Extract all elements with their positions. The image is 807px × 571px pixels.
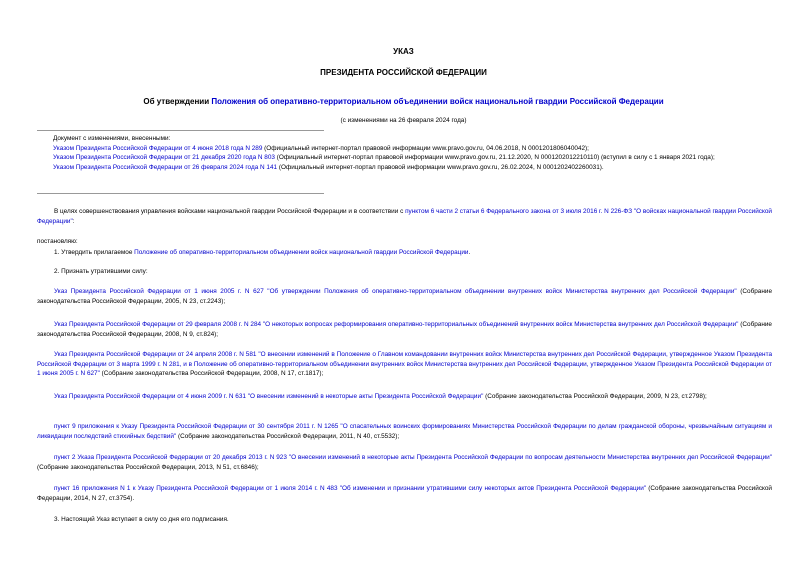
item-1-text: 1. Утвердить прилагаемое xyxy=(54,249,135,256)
doc-type-title: УКАЗ xyxy=(393,47,414,56)
repealed-item xyxy=(37,320,772,339)
repealed-text: (Собрание законодательства Российской Федерации, 2013, N 51, ст.6846); xyxy=(37,463,259,471)
change-text: (Официальный интернет-портал правовой информации www.pravo.gov.ru, 04.06.2018, N 0001201806040042); xyxy=(262,144,589,152)
change-link[interactable]: Указом Президента Российской Федерации от 4 июня 2018 года N 289 xyxy=(53,144,263,152)
item-3: 3. Настоящий Указ вступает в силу со дня его подписания. xyxy=(54,516,229,523)
intro-text: В целях совершенствования управления войсками национальной гвардии Российской Федерации и в соответствии с xyxy=(54,208,406,215)
change-text: (Официальный интернет-портал правовой информации www.pravo.gov.ru, 21.12.2020, N 0001202012210110) (вступил в силу с 1 января 2021 года); xyxy=(274,154,715,162)
law-link[interactable]: пунктом 6 части 2 статьи 6 Федерального закона от 3 июля 2016 г. N 226-ФЗ "О войсках национальной гвардии Российской Федерации" xyxy=(37,208,772,225)
change-item xyxy=(37,144,772,154)
repealed-text: (Собрание законодательства Российской Федерации, 2011, N 40, ст.5532); xyxy=(176,432,400,440)
repealed-link[interactable]: пункт 9 приложения к Указу Президента Российской Федерации от 30 сентября 2011 г. N 1265 "О спасательных воинских формированиях Министерства Российской Федерации по делам гражданской обороны, чрезвычайным ситуациям и ликвидации последствий стихийных бедствий" xyxy=(37,423,772,440)
repealed-link[interactable]: Указ Президента Российской Федерации от 4 июня 2009 г. N 631 "О внесении изменений в некоторые акты Президента Российской Федерации" xyxy=(54,393,484,400)
repealed-text: (Собрание законодательства Российской Федерации, 2009, N 23, ст.2798); xyxy=(483,393,707,400)
changes-heading: Документ с изменениями, внесенными: xyxy=(53,135,171,142)
doc-subject xyxy=(0,97,807,107)
item-1 xyxy=(37,248,772,258)
repealed-item xyxy=(37,484,772,503)
repealed-text: (Собрание законодательства Российской Федерации, 2005, N 23, ст.2243); xyxy=(37,288,772,305)
repealed-item xyxy=(37,350,772,379)
intro-paragraph xyxy=(37,207,772,226)
subject-link[interactable]: Положения об оперативно-территориальном объединении войск национальной гвардии Российской Федерации xyxy=(211,97,664,106)
item-1-end: . xyxy=(468,249,471,256)
repealed-item xyxy=(37,392,772,402)
revision-note: (с изменениями на 26 февраля 2024 года) xyxy=(340,117,467,124)
change-item xyxy=(37,163,772,173)
repealed-item xyxy=(37,453,772,472)
change-text: (Официальный интернет-портал правовой информации www.pravo.gov.ru, 26.02.2024, N 0001202402260031). xyxy=(277,163,604,171)
issuer-title: ПРЕЗИДЕНТА РОССИЙСКОЙ ФЕДЕРАЦИИ xyxy=(320,68,487,77)
repealed-item xyxy=(37,287,772,306)
repealed-link[interactable]: пункт 16 приложения N 1 к Указу Президента Российской Федерации от 1 июля 2014 г. N 483 "Об изменении и признании утратившими силу некоторых актов Президента Российской Федерации" xyxy=(54,485,647,492)
intro-end: : xyxy=(72,217,75,225)
repealed-link[interactable]: Указ Президента Российской Федерации от 24 апреля 2008 г. N 581 "О внесении изменений в Положение о Главном командовании внутренних войск Министерства внутренних дел Российской Федерации, утвержденное Указом Президента Российской Федерации от 3 марта 1999 г. N 281, и в Положение об оперативно-территориальном объединении внутренних войск Министерства внутренних дел Российской Федерации, утвержденное Указом Президента Российской Федерации от 1 июня 2005 г. N 627" xyxy=(37,351,772,378)
divider-bottom xyxy=(37,193,324,194)
repealed-item xyxy=(37,422,772,441)
changes-block xyxy=(37,134,772,172)
change-link[interactable]: Указом Президента Российской Федерации от 21 декабря 2020 года N 803 xyxy=(53,154,275,162)
change-item xyxy=(37,153,772,163)
decree-word: постановляю: xyxy=(37,238,78,245)
repealed-link[interactable]: пункт 2 Указа Президента Российской Федерации от 20 декабря 2013 г. N 923 "О внесении изменений в некоторые акты Президента Российской Федерации по вопросам деятельности Министерства внутренних дел Российской Федерации" xyxy=(54,454,772,461)
repealed-link[interactable]: Указ Президента Российской Федерации от 29 февраля 2008 г. N 284 "О некоторых вопросах реформирования оперативно-территориальных объединений внутренних войск Министерства внутренних дел Российской Федерации" xyxy=(54,321,739,328)
divider-top xyxy=(37,130,324,131)
repealed-text: (Собрание законодательства Российской Федерации, 2014, N 27, ст.3754). xyxy=(37,485,773,502)
change-link[interactable]: Указом Президента Российской Федерации от 26 февраля 2024 года N 141 xyxy=(53,163,278,171)
regulation-link[interactable]: Положение об оперативно-территориальном объединении войск национальной гвардии Российской Федерации xyxy=(134,249,469,256)
item-2: 2. Признать утратившими силу: xyxy=(54,268,148,275)
subject-prefix: Об утверждении xyxy=(143,97,212,106)
repealed-text: (Собрание законодательства Российской Федерации, 2008, N 9, ст.824); xyxy=(37,321,772,338)
repealed-link[interactable]: Указ Президента Российской Федерации от 1 июня 2005 г. N 627 "Об утверждении Положения об оперативно-территориальном объединении внутренних войск Министерства внутренних дел Российской Федерации" xyxy=(54,288,737,295)
repealed-text: (Собрание законодательства Российской Федерации, 2008, N 17, ст.1817); xyxy=(99,370,324,378)
